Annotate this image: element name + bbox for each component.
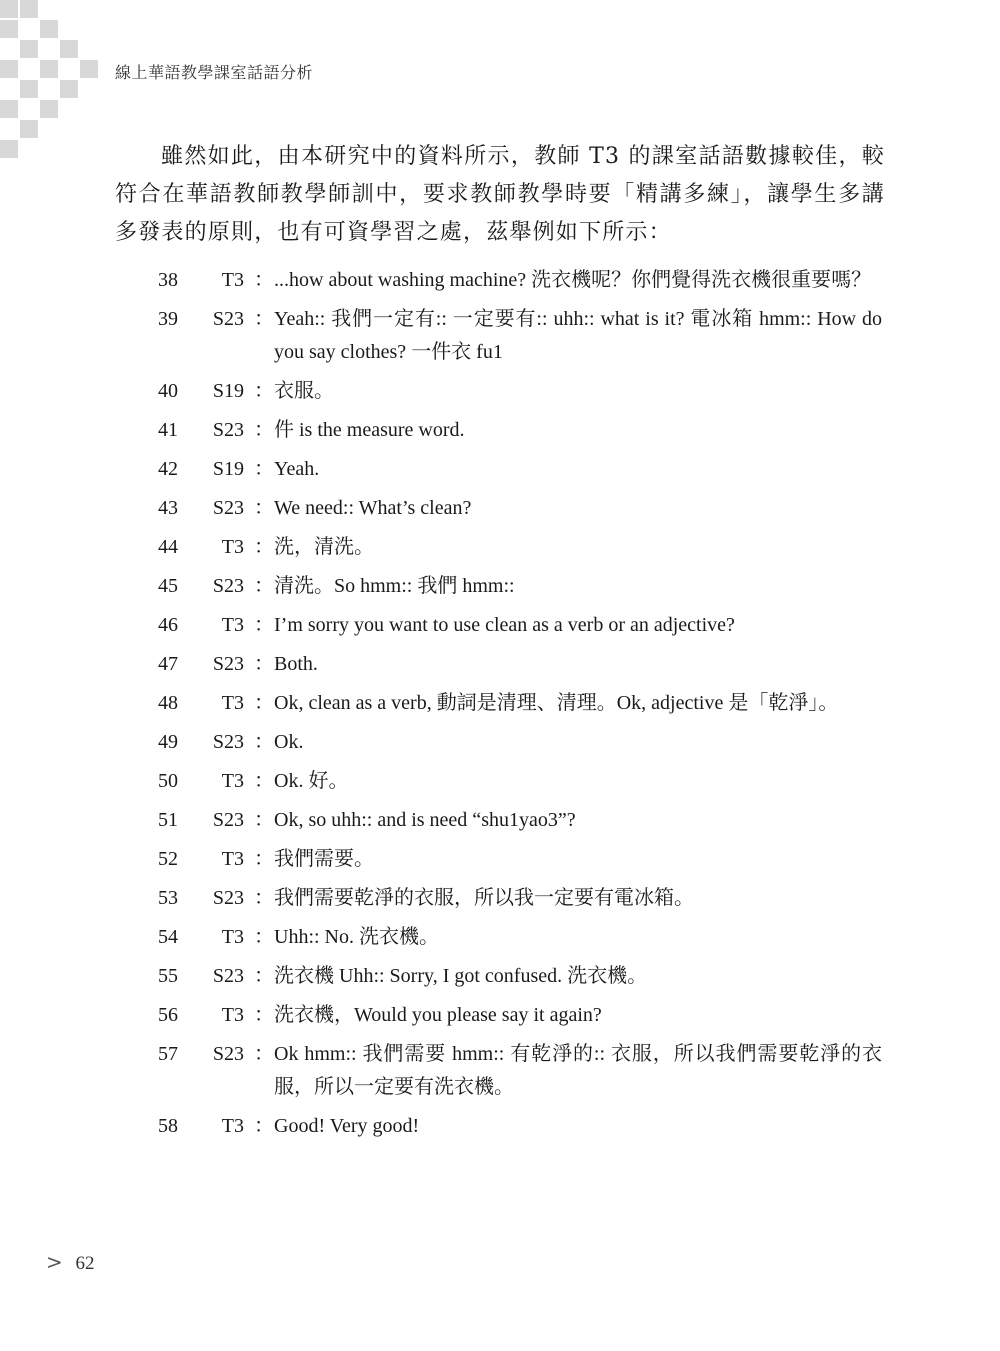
speaker-colon: ： xyxy=(254,1004,274,1026)
speaker-label: S23 xyxy=(212,497,244,519)
speaker-label: S23 xyxy=(212,575,244,597)
speaker-label: T3 xyxy=(221,692,244,714)
corner-decoration xyxy=(0,0,100,160)
speaker-label: T3 xyxy=(221,926,244,948)
utterance-text: Ok, clean as a verb, 動詞是清理、清理。Ok, adjective 是「乾淨」。 xyxy=(274,692,839,714)
utterance-text: I’m sorry you want to use clean as a verb or an adjective? xyxy=(274,614,735,636)
speaker-label: S23 xyxy=(212,1043,244,1065)
transcript-line xyxy=(0,492,1000,525)
speaker-colon: ： xyxy=(254,926,274,948)
line-number: 50 xyxy=(158,770,178,792)
transcript xyxy=(0,264,1000,1149)
transcript-line xyxy=(0,570,1000,603)
speaker-label: T3 xyxy=(221,848,244,870)
line-number: 41 xyxy=(158,419,178,441)
utterance-text: ...how about washing machine? 洗衣機呢？你們覺得洗衣機很重要嗎？ xyxy=(274,269,872,291)
speaker-label: T3 xyxy=(221,770,244,792)
transcript-line xyxy=(0,414,1000,447)
utterance-text: 清洗。So hmm:: 我們 hmm:: xyxy=(274,575,515,597)
transcript-line xyxy=(0,687,1000,720)
utterance-text: 我們需要。 xyxy=(274,848,374,870)
speaker-colon: ： xyxy=(254,809,274,831)
line-number: 40 xyxy=(158,380,178,402)
line-number: 49 xyxy=(158,731,178,753)
utterance-text: 洗衣機 Uhh:: Sorry, I got confused. 洗衣機。 xyxy=(274,965,648,987)
utterance-text: Ok, so uhh:: and is need “shu1yao3”? xyxy=(274,809,576,831)
line-number: 39 xyxy=(158,308,178,330)
utterance-text: Ok. 好。 xyxy=(274,770,349,792)
page-number: 62 xyxy=(75,1253,95,1274)
page-footer xyxy=(46,1250,95,1275)
utterance-text: Yeah:: 我們一定有:: 一定要有:: uhh:: what is it? 電冰箱 hmm:: How do you say clothes? 一件衣 fu1 xyxy=(274,308,882,363)
transcript-line xyxy=(0,999,1000,1032)
utterance-text: 件 is the measure word. xyxy=(274,419,465,441)
transcript-line xyxy=(0,453,1000,486)
speaker-label: S23 xyxy=(212,809,244,831)
body-paragraph: 雖然如此，由本研究中的資料所示，教師 T3 的課室話語數據較佳，較符合在華語教師教學師訓中，要求教師教學時要「精講多練」，讓學生多講多發表的原則，也有可資學習之處，茲舉例如下所示： xyxy=(115,144,885,245)
speaker-colon: ： xyxy=(254,848,274,870)
transcript-line xyxy=(0,531,1000,564)
line-number: 51 xyxy=(158,809,178,831)
speaker-colon: ： xyxy=(254,536,274,558)
chevron-right-icon: > xyxy=(46,1250,63,1274)
utterance-text: 衣服。 xyxy=(274,380,334,402)
transcript-line xyxy=(0,1038,1000,1104)
speaker-label: T3 xyxy=(221,269,244,291)
speaker-colon: ： xyxy=(254,1115,274,1137)
line-number: 45 xyxy=(158,575,178,597)
line-number: 43 xyxy=(158,497,178,519)
line-number: 55 xyxy=(158,965,178,987)
speaker-label: S19 xyxy=(212,458,244,480)
speaker-label: S23 xyxy=(212,887,244,909)
speaker-label: S23 xyxy=(212,653,244,675)
line-number: 47 xyxy=(158,653,178,675)
speaker-colon: ： xyxy=(254,770,274,792)
speaker-colon: ： xyxy=(254,1043,274,1065)
transcript-line xyxy=(0,843,1000,876)
transcript-line xyxy=(0,609,1000,642)
speaker-colon: ： xyxy=(254,692,274,714)
speaker-label: T3 xyxy=(221,614,244,636)
transcript-line xyxy=(0,1110,1000,1143)
speaker-colon: ： xyxy=(254,614,274,636)
transcript-line xyxy=(0,882,1000,915)
line-number: 58 xyxy=(158,1115,178,1137)
running-header: 線上華語教學課室話語分析 xyxy=(115,63,314,82)
utterance-text: Ok. xyxy=(274,731,304,753)
line-number: 44 xyxy=(158,536,178,558)
transcript-line xyxy=(0,264,1000,297)
utterance-text: Uhh:: No. 洗衣機。 xyxy=(274,926,439,948)
line-number: 42 xyxy=(158,458,178,480)
speaker-label: T3 xyxy=(221,1115,244,1137)
speaker-label: S23 xyxy=(212,731,244,753)
line-number: 54 xyxy=(158,926,178,948)
transcript-line xyxy=(0,375,1000,408)
speaker-colon: ： xyxy=(254,575,274,597)
speaker-label: S23 xyxy=(212,419,244,441)
utterance-text: Both. xyxy=(274,653,318,675)
utterance-text: We need:: What’s clean? xyxy=(274,497,472,519)
line-number: 52 xyxy=(158,848,178,870)
speaker-label: T3 xyxy=(221,536,244,558)
transcript-line xyxy=(0,804,1000,837)
transcript-line xyxy=(0,648,1000,681)
utterance-text: 我們需要乾淨的衣服，所以我一定要有電冰箱。 xyxy=(274,887,694,909)
line-number: 57 xyxy=(158,1043,178,1065)
speaker-colon: ： xyxy=(254,458,274,480)
speaker-colon: ： xyxy=(254,269,274,291)
transcript-line xyxy=(0,765,1000,798)
speaker-label: S23 xyxy=(212,965,244,987)
speaker-colon: ： xyxy=(254,308,274,330)
speaker-colon: ： xyxy=(254,731,274,753)
speaker-label: T3 xyxy=(221,1004,244,1026)
utterance-text: Ok hmm:: 我們需要 hmm:: 有乾淨的:: 衣服，所以我們需要乾淨的衣服，所以一定要有洗衣機。 xyxy=(274,1043,882,1098)
line-number: 46 xyxy=(158,614,178,636)
utterance-text: 洗，清洗。 xyxy=(274,536,374,558)
speaker-colon: ： xyxy=(254,497,274,519)
line-number: 56 xyxy=(158,1004,178,1026)
speaker-colon: ： xyxy=(254,653,274,675)
speaker-colon: ： xyxy=(254,380,274,402)
line-number: 53 xyxy=(158,887,178,909)
transcript-line xyxy=(0,726,1000,759)
transcript-line xyxy=(0,303,1000,369)
transcript-line xyxy=(0,921,1000,954)
line-number: 38 xyxy=(158,269,178,291)
utterance-text: Yeah. xyxy=(274,458,320,480)
speaker-colon: ： xyxy=(254,965,274,987)
utterance-text: Good! Very good! xyxy=(274,1115,420,1137)
speaker-colon: ： xyxy=(254,887,274,909)
utterance-text: 洗衣機，Would you please say it again? xyxy=(274,1004,602,1026)
speaker-label: S19 xyxy=(212,380,244,402)
speaker-colon: ： xyxy=(254,419,274,441)
line-number: 48 xyxy=(158,692,178,714)
transcript-line xyxy=(0,960,1000,993)
speaker-label: S23 xyxy=(212,308,244,330)
